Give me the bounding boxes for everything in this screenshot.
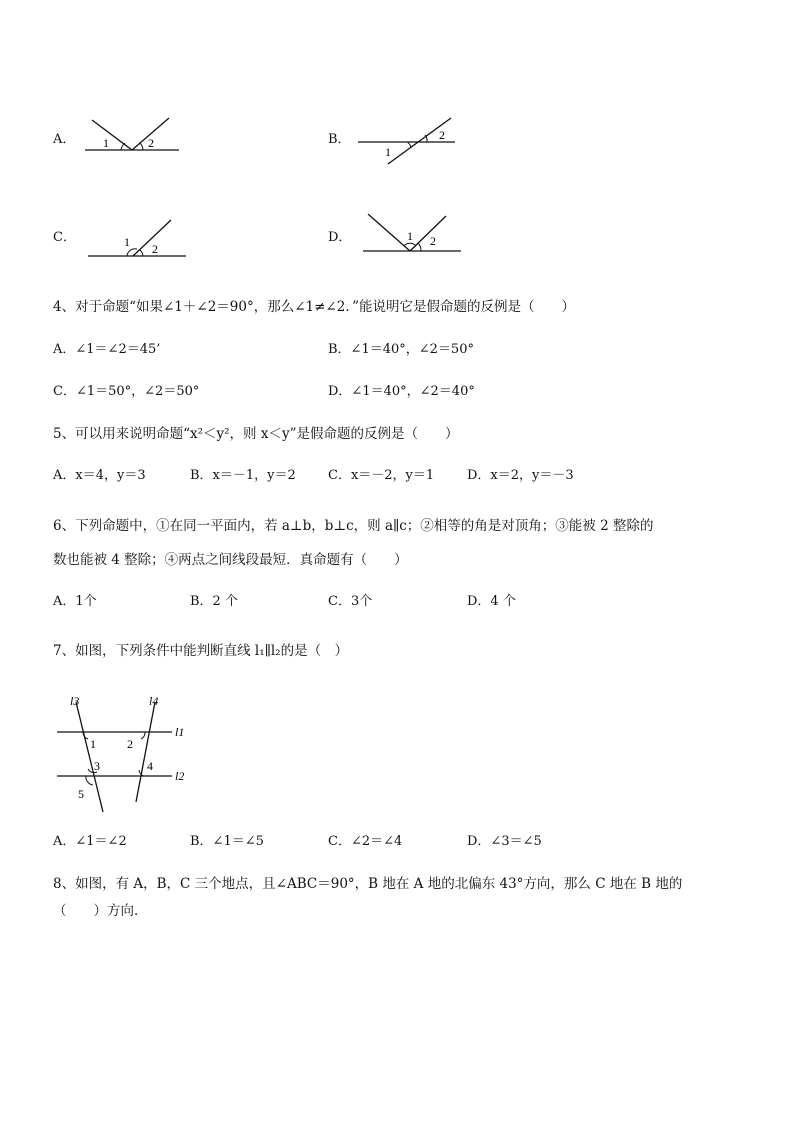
q3d-angle1-label: 1: [407, 229, 413, 243]
q3c-angle1-label: 1: [124, 235, 130, 249]
q3b-angle1-label: 1: [385, 145, 391, 159]
q3c-angle2-label: 2: [152, 242, 158, 256]
q8-stem-line2: （ ）方向．: [53, 903, 148, 919]
q3-figure-a: [85, 112, 185, 157]
q7-angle1-label: 1: [90, 737, 96, 751]
q6-option-b: B．2 个: [190, 594, 238, 609]
q7-option-d: D．∠3＝∠5: [467, 834, 542, 849]
q3-option-d-letter: D．: [328, 230, 352, 245]
q5-option-b: B．x＝－1，y＝2: [190, 468, 296, 483]
q6-option-c: C．3个: [328, 594, 373, 609]
q5-option-d: D．x＝2，y＝－3: [467, 468, 574, 483]
q3-figure-b: [355, 112, 460, 167]
q6-stem-line1: 6、下列命题中，①在同一平面内，若 a⊥b，b⊥c，则 a∥c；②相等的角是对顶角；③能被 2 整除的: [53, 518, 654, 534]
q3a-angle1-label: 1: [103, 136, 109, 150]
q3-option-b-letter: B．: [328, 132, 351, 147]
q3-option-c-letter: C．: [53, 230, 76, 245]
q3b-angle2-label: 2: [439, 128, 445, 142]
q7-option-c: C．∠2＝∠4: [328, 834, 403, 849]
q7-stem: 7、如图，下列条件中能判断直线 l₁∥l₂的是（ ）: [53, 643, 349, 659]
q6-stem-line2: 数也能被 4 整除；④两点之间线段最短．真命题有（ ）: [53, 552, 408, 568]
q3-option-a-letter: A．: [53, 132, 76, 147]
q4-option-a: A．∠1＝∠2＝45’: [53, 342, 161, 357]
q4-stem: 4、对于命题“如果∠1＋∠2＝90°，那么∠1≠∠2．”能说明它是假命题的反例是（ ）: [53, 299, 575, 315]
q6-option-a: A．1个: [53, 594, 97, 609]
q5-option-a: A．x＝4，y＝3: [53, 468, 146, 483]
q3d-angle2-label: 2: [430, 234, 436, 248]
q7-angle5-label: 5: [78, 787, 84, 801]
q4-option-b: B．∠1＝40°，∠2＝50°: [328, 342, 474, 357]
q6-option-d: D．4 个: [467, 594, 516, 609]
q3-figure-d: [360, 210, 465, 260]
q8-stem-line1: 8、如图，有 A，B，C 三个地点，且∠ABC＝90°，B 地在 A 地的北偏东 43°方向，那么 C 地在 B 地的: [53, 876, 683, 892]
q7-label-l4: l4: [149, 694, 159, 708]
q7-label-l2: l2: [175, 769, 185, 783]
q7-angle3-label: 3: [94, 759, 100, 773]
q3-figure-c: [85, 212, 190, 262]
q5-option-c: C．x＝－2，y＝1: [328, 468, 435, 483]
q5-stem: 5、可以用来说明命题“x²＜y²，则 x＜y”是假命题的反例是（ ）: [53, 426, 459, 442]
q4-option-d: D．∠1＝40°，∠2＝40°: [328, 384, 475, 399]
q4-option-c: C．∠1＝50°，∠2＝50°: [53, 384, 200, 399]
q7-angle2-label: 2: [127, 737, 133, 751]
q7-option-b: B．∠1＝∠5: [190, 834, 264, 849]
q3a-angle2-label: 2: [148, 136, 154, 150]
q7-angle4-label: 4: [147, 759, 153, 773]
q7-figure: [52, 690, 202, 815]
q7-label-l1: l1: [175, 725, 185, 739]
q7-label-l3: l3: [70, 694, 80, 708]
q7-option-a: A．∠1＝∠2: [53, 834, 127, 849]
